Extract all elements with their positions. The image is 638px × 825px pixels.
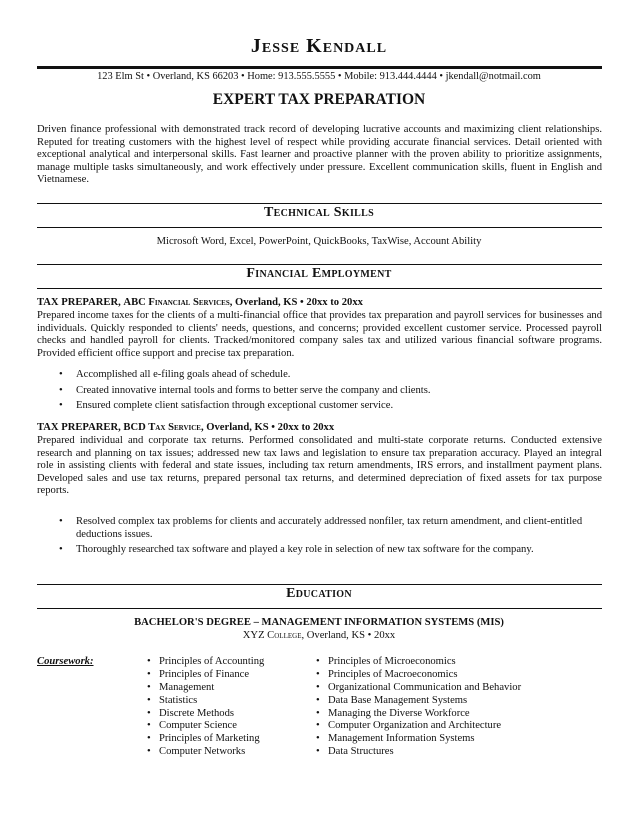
coursework-item: [316, 746, 521, 759]
bullet-text: Resolved complex tax problems for clients and accurately addressed nonfiler, tax return amendment, and client-entitled deductions issues.: [76, 516, 583, 540]
list-item: [37, 369, 602, 382]
job-achievements: [37, 516, 602, 560]
school-location-year: , Overland, KS • 20xx: [301, 630, 396, 641]
job-title: [37, 422, 602, 435]
bullet-icon: •: [316, 707, 320, 719]
job-location-dates: , Overland, KS • 20xx to 20xx: [229, 297, 363, 308]
bullet-icon: •: [59, 544, 63, 556]
bullet-icon: •: [316, 681, 320, 693]
coursework-text: Statistics: [159, 694, 198, 706]
coursework-text: Computer Networks: [159, 746, 246, 758]
header-rule: [37, 66, 602, 69]
section-rule: [37, 288, 602, 289]
coursework-item: [147, 746, 264, 759]
list-item: [37, 516, 602, 541]
job-company: BCD Tax Service: [123, 422, 201, 433]
school-line: [0, 630, 638, 643]
list-item: [37, 385, 602, 398]
bullet-icon: •: [316, 720, 320, 732]
coursework-list-left: [147, 656, 264, 759]
bullet-icon: •: [59, 516, 63, 527]
technical-skills-list: Microsoft Word, Excel, PowerPoint, QuickBooks, TaxWise, Account Ability: [156, 236, 482, 247]
job-description: Prepared individual and corporate tax returns. Performed consolidated and multi-state corporate returns. Conducted extensive research and planning on tax issues; addressed new tax laws and legislation to ensure tax preparation accuracy. Played an integral role in assisting clients with federal and state issues, including tax return amendments, IRS errors, and installment payment plans. Developed sales and use tax returns, prepared personal tax returns, and determined depreciation of fixed assets for tax purpose reports.: [37, 435, 602, 497]
coursework-text: Data Structures: [328, 746, 394, 758]
bullet-icon: •: [147, 681, 151, 693]
education-heading: Education: [286, 586, 352, 601]
coursework-item: [147, 720, 264, 733]
coursework-text: Computer Organization and Architecture: [328, 720, 502, 732]
contact-line: 123 Elm St • Overland, KS 66203 • Home: 913.555.5555 • Mobile: 913.444.4444 • jkendall@notmail.com: [97, 71, 541, 82]
section-rule: [37, 608, 602, 609]
coursework-text: Principles of Finance: [159, 668, 250, 680]
bullet-icon: •: [316, 694, 320, 706]
coursework-text: Computer Science: [159, 720, 237, 732]
bullet-icon: •: [59, 369, 63, 380]
coursework-text: Organizational Communication and Behavior: [328, 681, 522, 693]
bullet-text: Thoroughly researched tax software and played a key role in selection of new tax software for the company.: [76, 544, 534, 556]
bullet-icon: •: [316, 733, 320, 745]
bullet-icon: •: [147, 733, 151, 745]
job-role: TAX PREPARER,: [37, 422, 124, 433]
coursework-item: [316, 733, 521, 746]
profile-summary: Driven finance professional with demonstrated track record of developing lucrative accounts and maximizing client relationships. Reputed for treating customers with the highest level of respect while providing accurate financial services. Detail oriented with exceptional analytical and interpersonal skills. Fast learner and proactive planner with the proven ability to prioritize assignments, manage multiple tasks simultaneously, and work effectively under pressure. Excellent communication skills, fluent in English and Vietnamese.: [37, 124, 602, 186]
coursework-list-right: [316, 656, 521, 759]
coursework-text: Principles of Accounting: [159, 656, 265, 667]
resume-headline: EXPERT TAX PREPARATION: [212, 91, 426, 108]
degree-title: BACHELOR'S DEGREE – MANAGEMENT INFORMATION SYSTEMS (MIS): [134, 617, 504, 628]
candidate-name: Jesse Kendall: [250, 35, 388, 57]
bullet-icon: •: [316, 746, 320, 758]
bullet-text: Created innovative internal tools and forms to better serve the company and clients.: [76, 384, 431, 396]
bullet-icon: •: [316, 668, 320, 680]
bullet-icon: •: [147, 746, 151, 758]
bullet-icon: •: [147, 707, 151, 719]
coursework-text: Management: [159, 681, 215, 693]
section-rule: [37, 264, 602, 265]
list-item: [37, 400, 602, 413]
coursework-item: [147, 695, 264, 708]
coursework-text: Principles of Macroeconomics: [328, 668, 458, 680]
coursework-item: [147, 669, 264, 682]
coursework-text: Data Base Management Systems: [328, 694, 468, 706]
bullet-icon: •: [147, 668, 151, 680]
section-rule: [37, 227, 602, 228]
coursework-item: [316, 656, 521, 669]
coursework-text: Managing the Diverse Workforce: [328, 707, 470, 719]
bullet-text: Ensured complete client satisfaction through exceptional customer service.: [76, 400, 394, 412]
coursework-item: [147, 656, 264, 669]
coursework-item: [147, 708, 264, 721]
section-rule: [37, 584, 602, 585]
coursework-item: [316, 669, 521, 682]
coursework-item: [147, 733, 264, 746]
bullet-icon: •: [316, 656, 320, 667]
coursework-item: [147, 682, 264, 695]
bullet-text: Accomplished all e-filing goals ahead of schedule.: [76, 369, 291, 380]
job-location-dates: , Overland, KS • 20xx to 20xx: [200, 422, 335, 433]
technical-skills-heading: Technical Skills: [264, 205, 374, 220]
coursework-text: Discrete Methods: [159, 707, 235, 719]
coursework-item: [316, 720, 521, 733]
bullet-icon: •: [147, 656, 151, 667]
coursework-text: Management Information Systems: [328, 733, 475, 745]
employment-heading: Financial Employment: [246, 266, 392, 281]
bullet-icon: •: [59, 400, 63, 412]
coursework-text: Principles of Marketing: [159, 733, 260, 745]
job-role: TAX PREPARER,: [37, 297, 124, 308]
coursework-item: [316, 682, 521, 695]
job-company: ABC Financial Services: [123, 297, 230, 308]
coursework-item: [316, 695, 521, 708]
section-rule: [37, 203, 602, 204]
job-achievements: [37, 369, 602, 416]
coursework-text: Principles of Microeconomics: [328, 656, 456, 667]
bullet-icon: •: [147, 720, 151, 732]
list-item: [37, 544, 602, 557]
bullet-icon: •: [147, 694, 151, 706]
job-description: Prepared income taxes for the clients of a multi-financial office that provides tax preparation and payroll services for businesses and individuals. Quickly responded to clients' needs, questions, and concerns; provided excellent customer service. Processed payroll checks and handled payroll for clients. Tracked/monitored company sales tax and utilized various financial software programs. Provided efficient office support and precise tax preparation.: [37, 310, 602, 359]
bullet-icon: •: [59, 384, 63, 396]
coursework-label: Coursework:: [37, 656, 94, 667]
coursework-item: [316, 708, 521, 721]
job-title: [37, 297, 602, 310]
school-name: XYZ College: [242, 630, 302, 641]
